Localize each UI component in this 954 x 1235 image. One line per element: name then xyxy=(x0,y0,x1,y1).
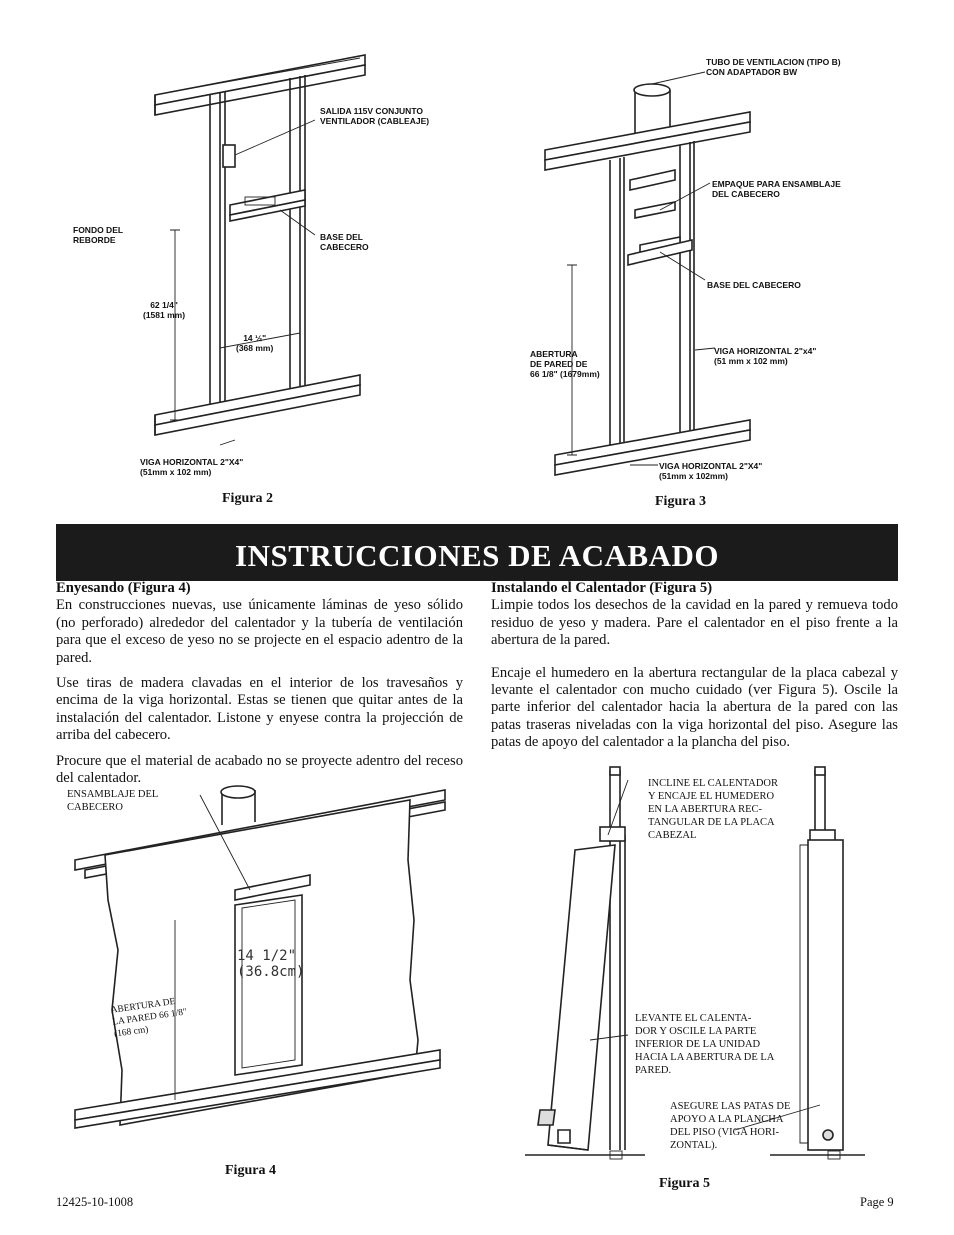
fig3-opening-label: ABERTURA DE PARED DE 66 1/8" (1679mm) xyxy=(530,349,600,379)
installing-section xyxy=(491,580,898,760)
installing-heading: Instalando el Calentador (Figura 5) xyxy=(491,580,713,596)
fig2-ledge-label: FONDO DEL REBORDE xyxy=(73,225,124,245)
figure-5-caption: Figura 5 xyxy=(659,1176,710,1191)
fig5-tilt-label: INCLINE EL CALENTADOR Y ENCAJE EL HUMEDERO EN LA ABERTURA REC- TANGULAR DE LA PLACA CABEZAL xyxy=(648,778,778,841)
fig5-secure-label: ASEGURE LAS PATAS DE APOYO A LA PLANCHA DEL PISO (VIGA HORI- ZONTAL). xyxy=(670,1101,791,1151)
fig2-outlet-label: SALIDA 115V CONJUNTO VENTILADOR (CABLEAJE) xyxy=(320,106,430,126)
installing-paragraph-2: Encaje el humedero en la abertura rectangular de la placa cabezal y levante el calentador con mucho cuidado (ver Figura 5). Oscile la parte inferior del calentador hacia la abertura de la pared con las patas traseras niveladas con la viga horizontal del piso. Asegure las patas de apoyo del calentador a la plancha del piso. xyxy=(491,664,898,751)
fig3-vent-pipe-label: TUBO DE VENTILACION (TIPO B) CON ADAPTADOR BW xyxy=(706,57,841,77)
plastering-paragraph-1: En construcciones nuevas, use únicamente láminas de yeso sólido (no perforado) alrededor del calentador y la tubería de ventilación para que el exceso de yeso no se projecte en el espacio adentro de la pared. xyxy=(56,597,463,666)
page-number: Page 9 xyxy=(860,1195,894,1209)
figure-4-caption: Figura 4 xyxy=(225,1163,276,1178)
fig2-header-base-label: BASE DEL CABECERO xyxy=(320,232,369,252)
fig2-width-dimension: 14 ½" (368 mm) xyxy=(236,333,274,353)
plastering-section xyxy=(56,580,463,795)
fig3-beam-top-label: VIGA HORIZONTAL 2"x4" (51 mm x 102 mm) xyxy=(714,346,817,366)
fig2-beam-label: VIGA HORIZONTAL 2"X4" (51mm x 102 mm) xyxy=(140,457,244,477)
plastering-paragraph-2: Use tiras de madera clavadas en el interior de los travesaños y encima de la viga horizontal. Estas se tienen que quitar antes de la instalación del calentador. Listone y enyese contra la projección de arriba del cabecero. xyxy=(56,675,463,744)
fig4-width-dimension: 14 1/2" (36.8cm) xyxy=(237,948,305,980)
fig4-header-assembly-label: ENSAMBLAJE DEL CABECERO xyxy=(67,789,159,813)
fig3-gasket-label: EMPAQUE PARA ENSAMBLAJE DEL CABECERO xyxy=(712,179,841,199)
plastering-heading: Enyesando (Figura 4) xyxy=(56,580,191,596)
fig4-opening-label: ABERTURA DE LA PARED 66 1/8" (168 cm) xyxy=(110,996,188,1040)
plastering-paragraph-3: Procure que el material de acabado no se proyecte adentro del receso del calentador. xyxy=(56,752,463,787)
section-banner xyxy=(56,524,898,581)
figure-3-caption: Figura 3 xyxy=(655,494,706,509)
fig3-header-base-label: BASE DEL CABECERO xyxy=(707,280,801,290)
figure-3-drawing xyxy=(540,80,870,480)
fig5-lift-label: LEVANTE EL CALENTA- DOR Y OSCILE LA PARTE INFERIOR DE LA UNIDAD HACIA LA ABERTURA DE LA PARED. xyxy=(635,1013,775,1076)
installing-paragraph-1: Limpie todos los desechos de la cavidad en la pared y remueva todo residuo de yeso y madera. Pare el calentador en el piso frente a la abertura de la pared. xyxy=(491,597,898,649)
fig3-beam-bottom-label: VIGA HORIZONTAL 2"X4" (51mm x 102mm) xyxy=(659,461,763,481)
section-title: INSTRUCCIONES DE ACABADO xyxy=(235,538,719,573)
document-number: 12425-10-1008 xyxy=(56,1195,134,1209)
fig2-height-dimension: 62 1/4" (1581 mm) xyxy=(143,300,186,320)
figure-2-caption: Figura 2 xyxy=(222,491,273,506)
